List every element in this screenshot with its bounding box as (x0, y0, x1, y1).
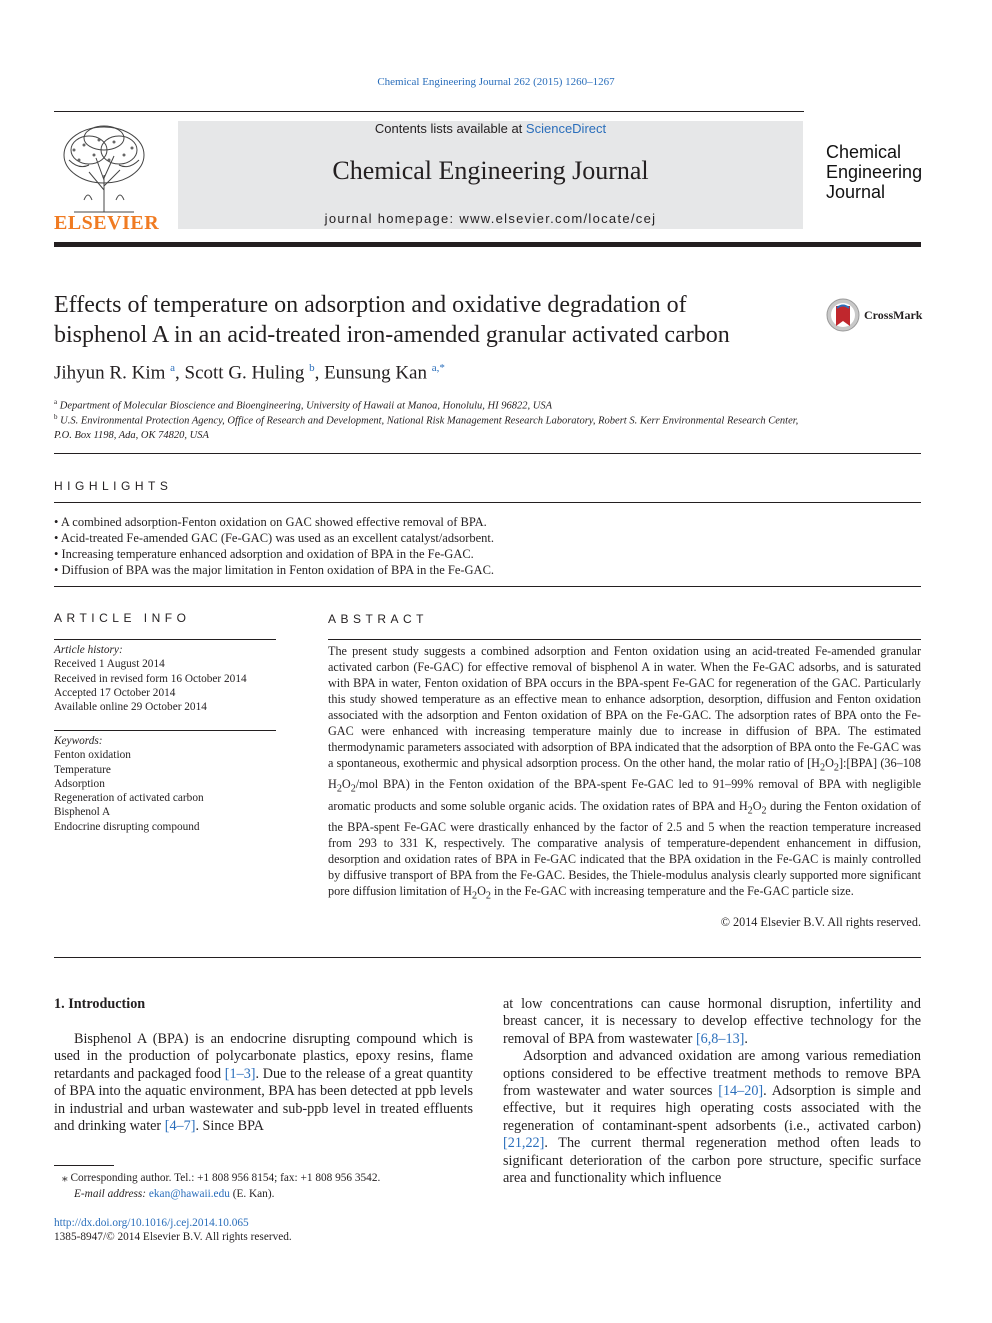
intro-right-column: at low concentrations can cause hormonal disruption, infertility and breast cancer, it is necessary to develop effective technology for the removal of BPA from wastewater [6,8–13]. Adsorption and advanced oxidation are among various remediation options considered to be effective treatment methods to remove BPA from wastewater and water sources [14–20]. Adsorption is simple and effective, but it requires high operating costs associated with the regeneration of contaminant-spent adsorbents (i.e., activated carbon) [21,22]. The current thermal regeneration method often leads to significant deterioration of the carbon pore structure, specific surface area and functionality which influence (503, 996, 921, 1187)
highlights-heading: HIGHLIGHTS (54, 479, 173, 493)
list-item: Adsorption (54, 777, 105, 790)
header-top-rule (54, 111, 804, 112)
sciencedirect-link[interactable]: ScienceDirect (525, 121, 607, 136)
list-item: Received 1 August 2014 (54, 658, 165, 671)
author-name[interactable]: Jihyun R. Kim (54, 362, 166, 384)
homepage-link[interactable]: www.elsevier.com/locate/cej (459, 211, 657, 226)
list-item: • Acid-treated Fe-amended GAC (Fe-GAC) was used as an excellent catalyst/adsorbent. (54, 531, 494, 545)
author-list: Jihyun R. Kim $^a$, Scott G. Huling $^b$, Eunsung Kan $^{a,*}$ (54, 362, 445, 384)
intro-left-column: Bisphenol A (BPA) is an endocrine disrupting compound which is used in the production of polycarbonate plastics, epoxy resins, flame retardants and packaged food [1–3]. Due to the release of a great quantity of BPA into the aquatic environment, BPA has been detected at ppb levels in industrial and urban wastewater and sub-ppb level in treated effluents and drinking water [4–7]. Since BPA (54, 1031, 473, 1135)
divider (54, 453, 921, 454)
list-item: • A combined adsorption-Fenton oxidation on GAC showed effective removal of BPA. (54, 515, 487, 529)
publisher-wordmark: ELSEVIER (54, 212, 160, 234)
citation-line[interactable]: Chemical Engineering Journal 262 (2015) 1260–1267 (377, 76, 615, 88)
journal-cover-text: Chemical Engineering Journal (826, 142, 923, 202)
doi-block: http://dx.doi.org/10.1016/j.cej.2014.10.065 1385-8947/© 2014 Elsevier B.V. All rights reserved. (54, 1217, 292, 1243)
list-item: • Increasing temperature enhanced adsorption and oxidation of BPA in the Fe-GAC. (54, 547, 474, 561)
list-item: Fenton oxidation (54, 749, 131, 762)
divider (54, 502, 921, 503)
list-item: • Diffusion of BPA was the major limitation in Fenton oxidation of BPA in the Fe-GAC. (54, 563, 495, 577)
divider (328, 639, 921, 640)
citation-link[interactable]: [6,8–13] (695, 1030, 745, 1047)
divider (54, 639, 276, 640)
list-item: Bisphenol A (54, 806, 111, 819)
highlights-list (54, 514, 921, 578)
header-thick-rule (54, 242, 921, 247)
crossmark-icon[interactable] (826, 298, 860, 332)
affiliation-a: $^a$ Department of Molecular Bioscience and Bioengineering, University of Hawaii at Manoa, Honolulu, HI 96822, USA (54, 398, 552, 412)
list-item: Endocrine disrupting compound (54, 820, 200, 833)
copyright-notice: © 2014 Elsevier B.V. All rights reserved. (720, 915, 921, 929)
divider (54, 586, 921, 587)
citation-link[interactable]: [21,22] (503, 1135, 545, 1152)
contents-line: Contents lists available at ScienceDirect (374, 121, 607, 136)
article-history: Article history: Received 1 August 2014 Received in revised form 16 October 2014 Accepted 17 October 2014 Available online 29 October 2014 (54, 643, 276, 714)
footnote-rule (54, 1165, 114, 1166)
keywords: Keywords: Fenton oxidation Temperature Adsorption Regeneration of activated carbon Bisphenol A Endocrine disrupting compound (54, 734, 276, 834)
citation-link[interactable]: [1–3] (224, 1065, 256, 1082)
email-link[interactable]: ekan@hawaii.edu (148, 1188, 230, 1200)
author-affil-marker[interactable]: b (309, 362, 315, 374)
list-item: Available online 29 October 2014 (54, 701, 207, 714)
author-affil-marker[interactable]: a (170, 362, 176, 374)
list-item: Accepted 17 October 2014 (54, 686, 176, 699)
citation-link[interactable]: [14–20] (718, 1083, 764, 1100)
journal-homepage: journal homepage: www.elsevier.com/locate/cej (324, 211, 657, 226)
abstract-text: The present study suggests a combined adsorption and Fenton oxidation using an acid-treated Fe-amended granular activated carbon (Fe-GAC) for effective removal of bisphenol A in water. When the Fe-GAC adsorbs, and is saturated with BPA in water, Fenton oxidation of BPA occurs in the BPA-spent Fe-GAC for regeneration of the GAC. Particularly this study showed temperature as an effective mean to enhance adsorption, desorption, diffusion and Fenton oxidation associated with the adsorption and Fenton oxidation of BPA on the Fe-GAC. The adsorption rates of BPA onto the Fe-GAC were enhanced with increasing temperature mainly due to increase in diffusion of BPA. The estimated thermodynamic parameters associated with adsorption of BPA indicated that the adsorption of BPA onto the Fe-GAC was a spontaneous, exothermic and physical adsorption process. On the other hand, the molar ratio of $[H_2O_2]:[BPA]$ (36–108 $H_2O_2$/mol BPA) in the Fenton oxidation of the BPA-spent Fe-GAC led to 91–99% removal of BPA with negligible aromatic products and some soluble organic acids. The oxidation rates of BPA and $H_2O_2$ during the Fenton oxidation of the BPA-spent Fe-GAC were drastically enhanced by the factor of 2.5 and 5 when the reaction temperature increased from 293 to 331 K, respectively. The comparative analysis of temperature-dependent enhancement in diffusion, desorption and oxidation rates of BPA in Fe-GAC indicated that the BPA oxidation in the Fe-GAC is mainly controlled by diffusive transport of BPA from the Fe-GAC. Besides, the Thiele-modulus analysis clearly supported more significant pore diffusion limitation of $H_2O_2$ in the Fe-GAC with increasing temperature and the Fe-GAC particle size. (328, 644, 921, 902)
crossmark-label[interactable]: CrossMark (864, 308, 923, 322)
section-heading: 1. Introduction (54, 996, 146, 1012)
divider (54, 957, 921, 958)
author-name[interactable]: Eunsung Kan (324, 362, 427, 384)
doi-link[interactable]: http://dx.doi.org/10.1016/j.cej.2014.10.065 (54, 1217, 249, 1229)
corresponding-author-note: ⁎ Corresponding author. Tel.: +1 808 956 8154; fax: +1 808 956 3542. E-mail address: ekan@hawaii.edu (E. Kan). (62, 1172, 381, 1200)
list-item: Regeneration of activated carbon (54, 792, 204, 805)
article-title: Effects of temperature on adsorption and oxidative degradation of bisphenol A in an acid-treated iron-amended granular activated carbon (54, 292, 730, 348)
author-affil-marker[interactable]: a,* (431, 362, 445, 374)
citation-link[interactable]: [4–7] (164, 1118, 196, 1135)
abstract-heading: ABSTRACT (328, 612, 429, 626)
article-info-heading: ARTICLE INFO (54, 611, 191, 625)
author-name[interactable]: Scott G. Huling (184, 362, 305, 384)
list-item: Received in revised form 16 October 2014 (54, 672, 247, 685)
affiliation-b: $^b$ U.S. Environmental Protection Agency, Office of Research and Development, National Risk Management Research Laboratory, Robert S. Kerr Environmental Research Center, P.O. Box 1198, Ada, OK 74820, USA (54, 413, 799, 441)
divider (54, 730, 276, 731)
journal-title: Chemical Engineering Journal (332, 156, 649, 185)
list-item: Temperature (54, 763, 111, 776)
